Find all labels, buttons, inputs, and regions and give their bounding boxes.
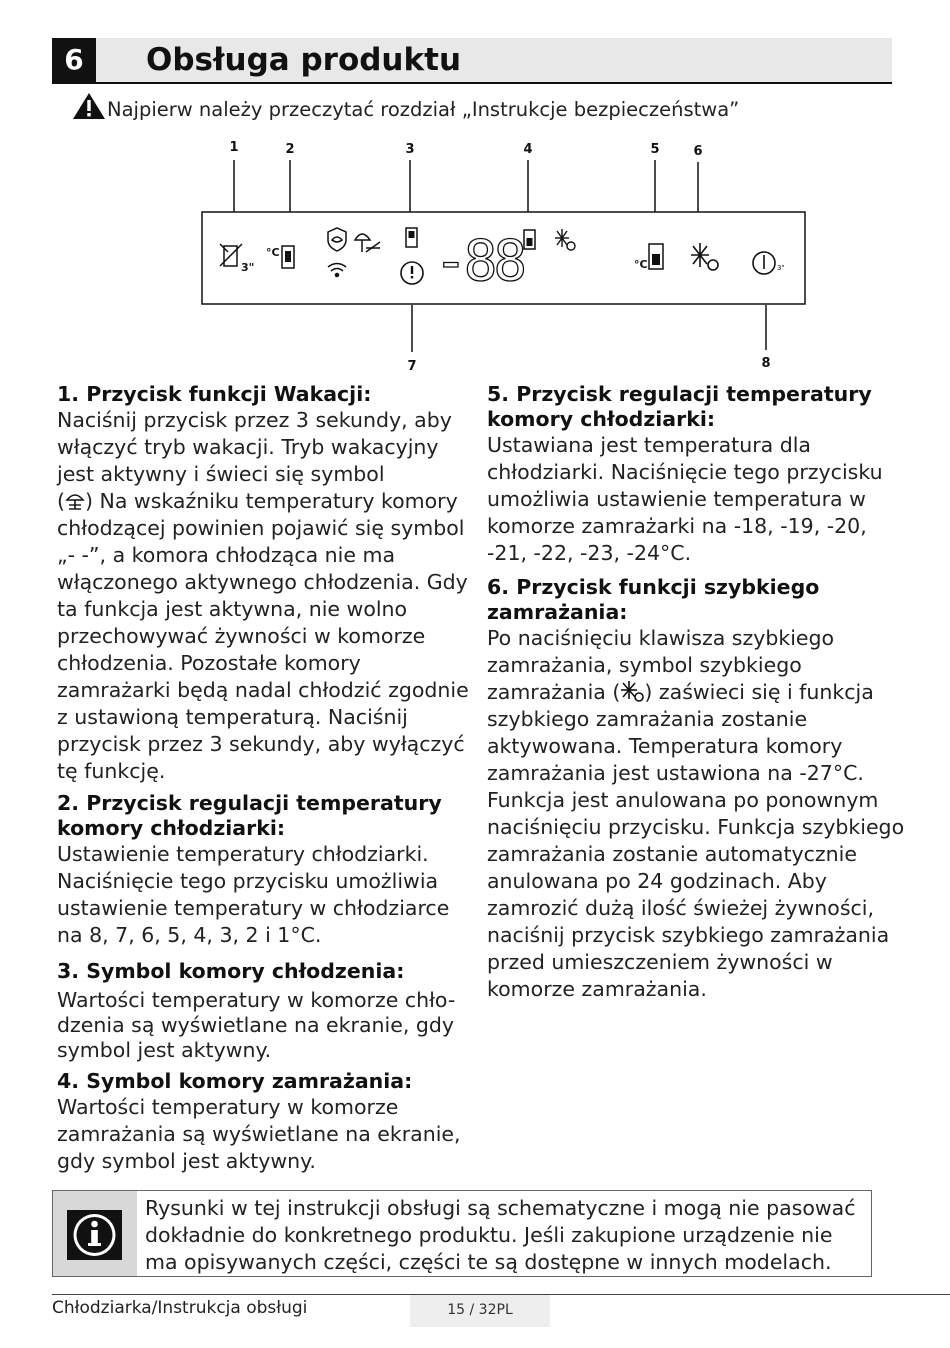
info-note — [52, 1190, 872, 1277]
section-4-body: Wartości temperatury w komorze zamrażania są wyświetlane na ekranie, gdy symbol jest aktywny. — [57, 1095, 461, 1173]
section-1-body: Naciśnij przycisk przez 3 sekundy, aby włączyć tryb wakacji. Tryb wakacyjny jest aktywny i świeci się symbol ( ) Na wskaźniku temperatury komory chłodzącej powinien pojawić się symbol „- -”, a komora chłodząca nie ma włączonego aktywnego chłodzenia. Gdy ta funkcja jest aktywna, nie wolno przechowywać żywności w komorze chłodzenia. Pozostałe komory zamrażarki będą nadal chłodzić zgodnie z ustawioną temperaturą. Naciśnij przycisk przez 3 sekundy, aby wyłączyć tę funkcję. — [57, 408, 469, 783]
section-3-title: 3. Symbol komory chłodzenia: — [57, 959, 405, 983]
temperature-display-digits: -88 — [434, 229, 524, 294]
fridge-temp-unit: °C — [266, 246, 280, 259]
vacation-hold-label: 3" — [241, 261, 255, 274]
safety-warning — [72, 92, 739, 121]
callout-2: 2 — [285, 142, 295, 157]
page-number: 15 / 32PL — [410, 1295, 550, 1327]
section-6-title: 6. Przycisk funkcji szybkiego zamrażania: — [487, 575, 820, 624]
section-3-body: Wartości temperatury w komorze chło-dzenia są wyświetlane na ekranie, gdy symbol jest aktywny. — [57, 988, 456, 1062]
section-header — [52, 38, 892, 82]
power-hold-label: 3" — [777, 264, 785, 272]
callout-3: 3 — [405, 142, 415, 157]
callout-4: 4 — [523, 142, 533, 157]
section-2-body: Ustawienie temperatury chłodziarki. Naciśnięcie tego przycisku umożliwia ustawienie temperatury w chłodziarce na 8, 7, 6, 5, 4, 3, 2 i 1°C. — [57, 842, 450, 947]
callout-1: 1 — [229, 140, 239, 155]
left-column — [57, 382, 477, 1175]
section-4-title: 4. Symbol komory zamrażania: — [57, 1069, 413, 1093]
callout-7: 7 — [407, 359, 417, 374]
control-panel-diagram — [150, 130, 830, 380]
section-6-body: Po naciśnięciu klawisza szybkiego zamrażania, symbol szybkiego zamrażania ( ) zaświeci się i funkcja szybkiego zamrażania zostanie aktywowana. Temperatura komory zamrażania jest ustawiona na -27°C. Funkcja jest anulowana po ponownym naciśnięciu przycisku. Funkcja szybkiego zamrażania zostanie automatycznie anulowana po 24 godzinach. Aby zamrozić dużą ilość świeżej żywności, naciśnij przycisk szybkiego zamrażania przed umieszczeniem żywności w komorze zamrażania. — [487, 626, 905, 1001]
section-title: Obsługa produktu — [146, 42, 462, 78]
warning-icon — [72, 92, 106, 120]
section-5-title: 5. Przycisk regulacji temperatury komory chłodziarki: — [487, 382, 872, 431]
section-5-body: Ustawiana jest temperatura dla chłodziarki. Naciśnięcie tego przycisku umożliwia ustawienie temperatura w komorze zamrażarki na -18, -19, -20, -21, -22, -23, -24°C. — [487, 433, 883, 565]
info-text: Rysunki w tej instrukcji obsługi są schematyczne i mogą nie pasować dokładnie do konkretnego produktu. Jeśli zakupione urządzenie nie ma opisywanych części, części te są dostępne w innych modelach. — [145, 1196, 856, 1274]
header-rule — [52, 82, 892, 84]
quick-freeze-inline-icon — [620, 680, 644, 702]
section-number: 6 — [52, 38, 96, 82]
callout-8: 8 — [761, 356, 771, 371]
section-2-title: 2. Przycisk regulacji temperatury komory chłodziarki: — [57, 791, 442, 840]
callout-5: 5 — [650, 142, 660, 157]
info-icon — [53, 1191, 137, 1276]
callout-6: 6 — [693, 144, 703, 159]
right-column — [487, 382, 907, 1003]
freezer-temp-unit: °C — [634, 258, 648, 271]
warning-text: Najpierw należy przeczytać rozdział „Instrukcje bezpieczeństwa” — [107, 98, 740, 121]
footer-document-title: Chłodziarka/Instrukcja obsługi — [52, 1298, 308, 1318]
vacation-umbrella-inline-icon — [65, 491, 85, 511]
section-1-title: 1. Przycisk funkcji Wakacji: — [57, 382, 372, 406]
